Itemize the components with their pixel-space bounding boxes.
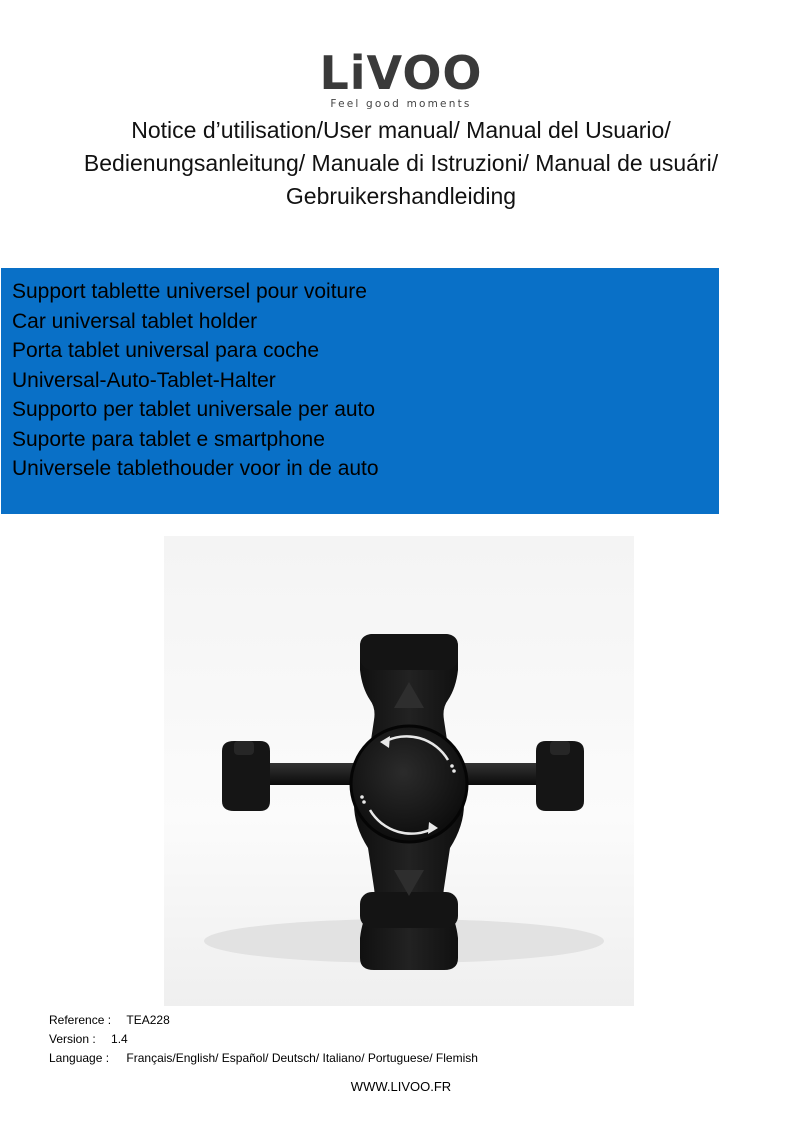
website-link[interactable]: WWW.LIVOO.FR (350, 1079, 452, 1094)
reference-value: TEA228 (126, 1013, 170, 1027)
product-name: Porta tablet universal para coche (12, 339, 320, 362)
product-name: Car universal tablet holder (12, 309, 258, 333)
document-meta (49, 1011, 478, 1068)
product-name-list (1, 268, 719, 484)
logo-wordmark: LiVOO (319, 46, 483, 100)
version-label: Version : (49, 1032, 96, 1046)
logo-tagline: Feel good moments (330, 98, 472, 110)
language-value: Français/English/ Español/ Deutsch/ Italiano/ Portuguese/ Flemish (126, 1051, 478, 1065)
brand-logo (0, 48, 802, 110)
manual-title (20, 114, 782, 213)
version-row (49, 1030, 478, 1049)
product-name: Supporto per tablet universale per auto (12, 398, 376, 421)
title-line: Gebruikershandleiding (285, 183, 517, 209)
title-line: Notice d’utilisation/User manual/ Manual del Usuario/ (131, 117, 671, 143)
product-name: Universal-Auto-Tablet-Halter (12, 368, 276, 392)
language-label: Language : (49, 1051, 110, 1065)
product-name: Suporte para tablet e smartphone (12, 427, 325, 451)
product-name-banner (1, 268, 719, 514)
product-photo (164, 536, 634, 1006)
language-row (49, 1049, 478, 1068)
reference-row (49, 1011, 478, 1030)
reference-label: Reference : (49, 1013, 112, 1027)
version-value: 1.4 (111, 1032, 128, 1046)
product-name: Universele tablethouder voor in de auto (12, 457, 379, 480)
tablet-holder-image (164, 536, 634, 1006)
title-line: Bedienungsanleitung/ Manuale di Istruzioni/ Manual de usuári/ (83, 150, 719, 176)
product-name: Support tablette universel pour voiture (12, 280, 367, 303)
